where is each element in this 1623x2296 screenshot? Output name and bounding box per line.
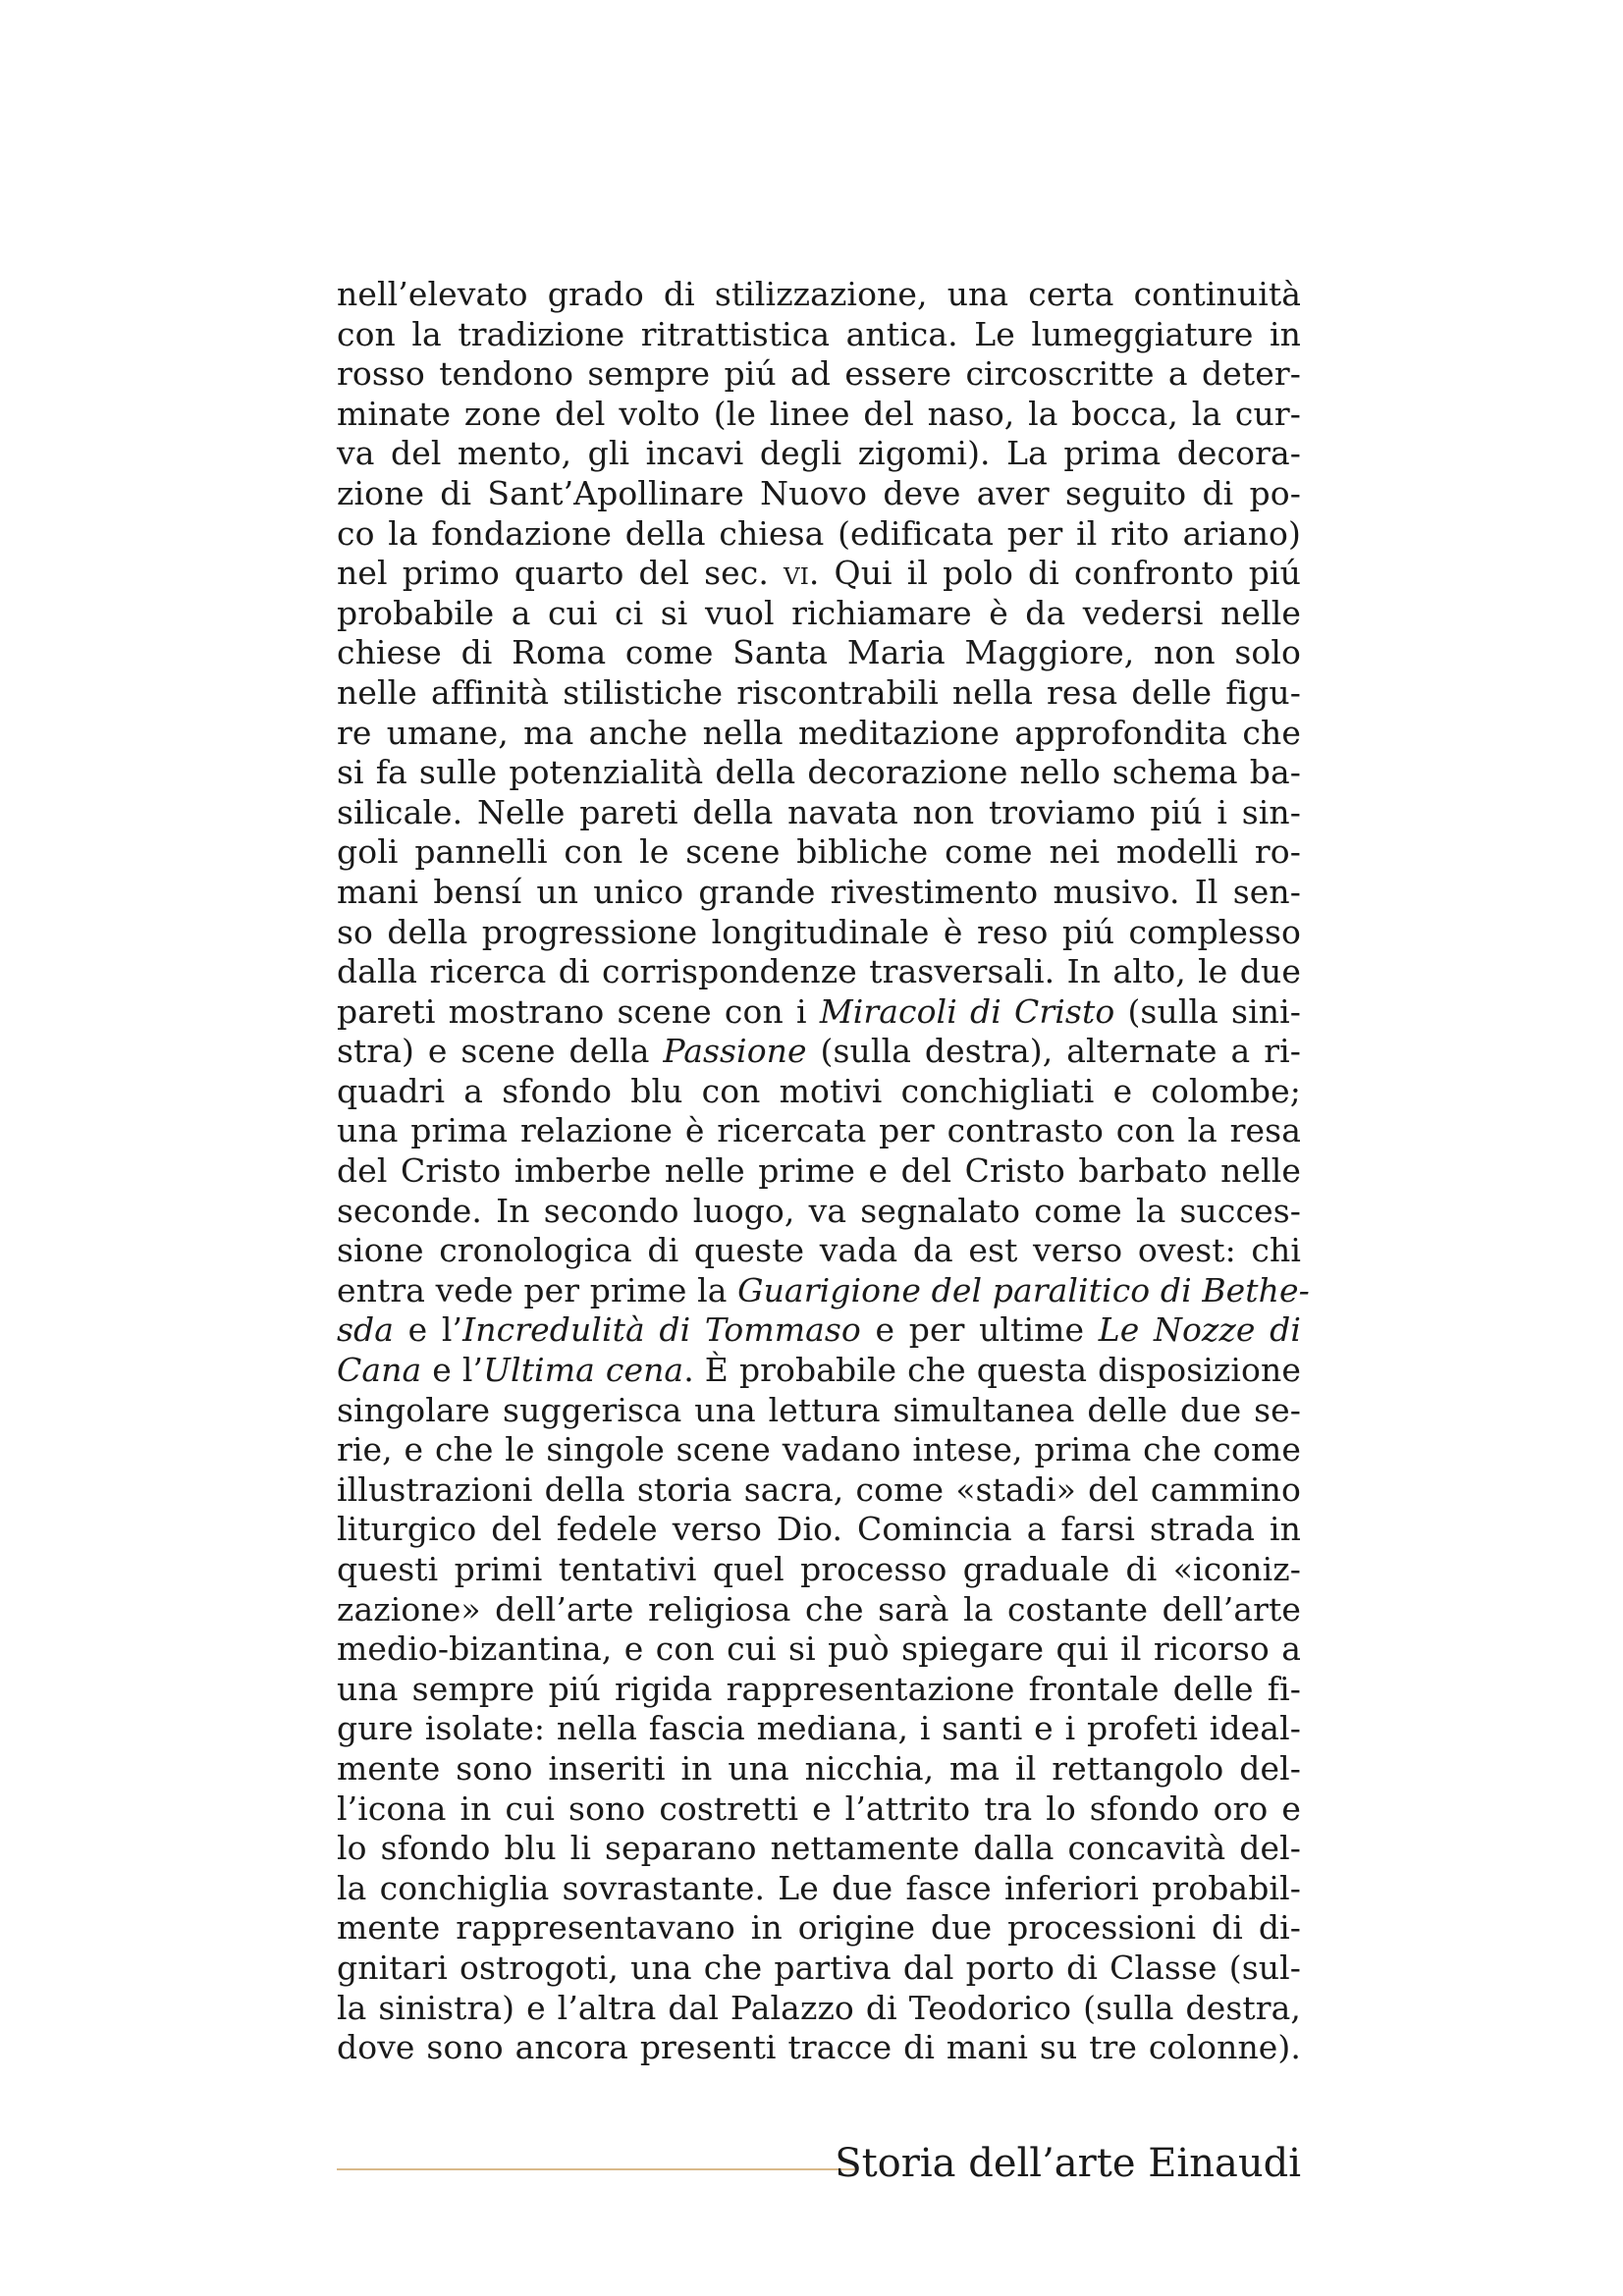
text-line: la sinistra) e l’altra dal Palazzo di Teodorico (sulla destra, (337, 1988, 1301, 2027)
text-line (337, 1270, 1310, 1311)
text-line (337, 1032, 1301, 1072)
text-line: chiese di Roma come Santa Maria Maggiore, non solo (337, 633, 1301, 672)
page-footer (337, 2139, 1301, 2188)
text-line: singolare suggerisca una lettura simultanea delle due se- (337, 1390, 1301, 1429)
text-line: mani bensí un unico grande rivestimento musivo. Il sen- (337, 872, 1301, 911)
text-line (337, 992, 1301, 1033)
text-run: pareti mostrano scene con i (337, 991, 820, 1031)
text-run: vi (783, 554, 809, 593)
text-run: (sulla destra), alternate a ri- (806, 1032, 1301, 1071)
text-run: e per ultime (860, 1310, 1099, 1350)
text-run: nel primo quarto del sec. (337, 554, 784, 593)
text-line (337, 1310, 1301, 1351)
text-line: con la tradizione ritrattistica antica. Le lumeggiature in (337, 314, 1301, 353)
text-line: zazione» dell’arte religiosa che sarà la costante dell’arte (337, 1589, 1301, 1629)
text-line: dove sono ancora presenti tracce di mani su tre colonne). (337, 2028, 1301, 2067)
text-run: . Qui il polo di confronto piú (808, 554, 1302, 593)
text-line: lo sfondo blu li separano nettamente dalla concavità del- (337, 1829, 1301, 1868)
text-line: re umane, ma anche nella meditazione approfondita che (337, 713, 1301, 752)
text-line: si fa sulle potenzialità della decorazione nello schema ba- (337, 753, 1301, 792)
text-line: so della progressione longitudinale è reso piú complesso (337, 912, 1301, 951)
italic-title: Ultima cena (483, 1351, 684, 1390)
text-line: goli pannelli con le scene bibliche come nei modelli ro- (337, 832, 1301, 872)
text-line: co la fondazione della chiesa (edificata per il rito ariano) (337, 513, 1301, 553)
text-line (337, 554, 1301, 594)
text-run: . È probabile che questa disposizione (683, 1351, 1301, 1390)
text-line: va del mento, gli incavi degli zigomi). La prima decora- (337, 434, 1301, 473)
text-line: nell’elevato grado di stilizzazione, una certa continuità (337, 275, 1301, 313)
text-line (337, 1351, 1301, 1391)
text-run: stra) e scene della (337, 1032, 664, 1071)
footer-title: Storia dell’arte Einaudi (835, 2141, 1301, 2186)
text-line: liturgico del fedele verso Dio. Comincia a farsi strada in (337, 1510, 1301, 1549)
text-run: entra vede per prime la (337, 1270, 738, 1309)
body-text (337, 275, 1310, 2068)
text-line: mente sono inseriti in una nicchia, ma il rettangolo del- (337, 1748, 1301, 1788)
text-line: mente rappresentavano in origine due processioni di di- (337, 1908, 1301, 1948)
text-line: quadri a sfondo blu con motivi conchigliati e colombe; (337, 1071, 1301, 1110)
italic-title: sda (337, 1310, 395, 1350)
text-run: e l’ (421, 1351, 484, 1390)
italic-title: Passione (663, 1032, 807, 1071)
text-line: zione di Sant’Apollinare Nuovo deve aver seguito di po- (337, 473, 1301, 512)
text-run: (sulla sini- (1114, 991, 1301, 1031)
text-run: e l’ (394, 1310, 463, 1350)
text-line: l’icona in cui sono costretti e l’attrito tra lo sfondo oro e (337, 1789, 1301, 1828)
footer-rule (337, 2168, 855, 2170)
text-line: la conchiglia sovrastante. Le due fasce inferiori probabil- (337, 1868, 1301, 1907)
text-line: silicale. Nelle pareti della navata non troviamo piú i sin- (337, 792, 1301, 831)
text-line: gure isolate: nella fascia mediana, i santi e i profeti ideal- (337, 1709, 1301, 1748)
text-line: rie, e che le singole scene vadano intese, prima che come (337, 1430, 1301, 1469)
italic-title: Miracoli di Cristo (819, 991, 1115, 1031)
text-line: medio-bizantina, e con cui si può spiegare qui il ricorso a (337, 1629, 1301, 1669)
text-line: dalla ricerca di corrispondenze trasversali. In alto, le due (337, 952, 1301, 991)
text-line: seconde. In secondo luogo, va segnalato come la succes- (337, 1191, 1301, 1230)
italic-title: Guarigione del paralitico di Bethe- (737, 1270, 1310, 1309)
text-line: minate zone del volto (le linee del naso, la bocca, la cur- (337, 394, 1301, 433)
text-line: gnitari ostrogoti, una che partiva dal porto di Classe (sul- (337, 1948, 1301, 1987)
text-line: del Cristo imberbe nelle prime e del Cristo barbato nelle (337, 1151, 1301, 1191)
text-line: sione cronologica di queste vada da est verso ovest: chi (337, 1231, 1301, 1270)
text-line: rosso tendono sempre piú ad essere circoscritte a deter- (337, 354, 1301, 394)
text-line: probabile a cui ci si vuol richiamare è da vedersi nelle (337, 593, 1301, 632)
italic-title: Incredulità di Tommaso (462, 1310, 861, 1350)
text-line: questi primi tentativi quel processo graduale di «iconiz- (337, 1550, 1301, 1588)
italic-title: Cana (337, 1351, 422, 1390)
text-line: una sempre piú rigida rappresentazione frontale delle fi- (337, 1669, 1301, 1708)
italic-title: Le Nozze di (1098, 1310, 1302, 1350)
text-line: una prima relazione è ricercata per contrasto con la resa (337, 1111, 1301, 1150)
text-line: nelle affinità stilistiche riscontrabili nella resa delle figu- (337, 672, 1301, 712)
text-line: illustrazioni della storia sacra, come «stadi» del cammino (337, 1469, 1301, 1509)
